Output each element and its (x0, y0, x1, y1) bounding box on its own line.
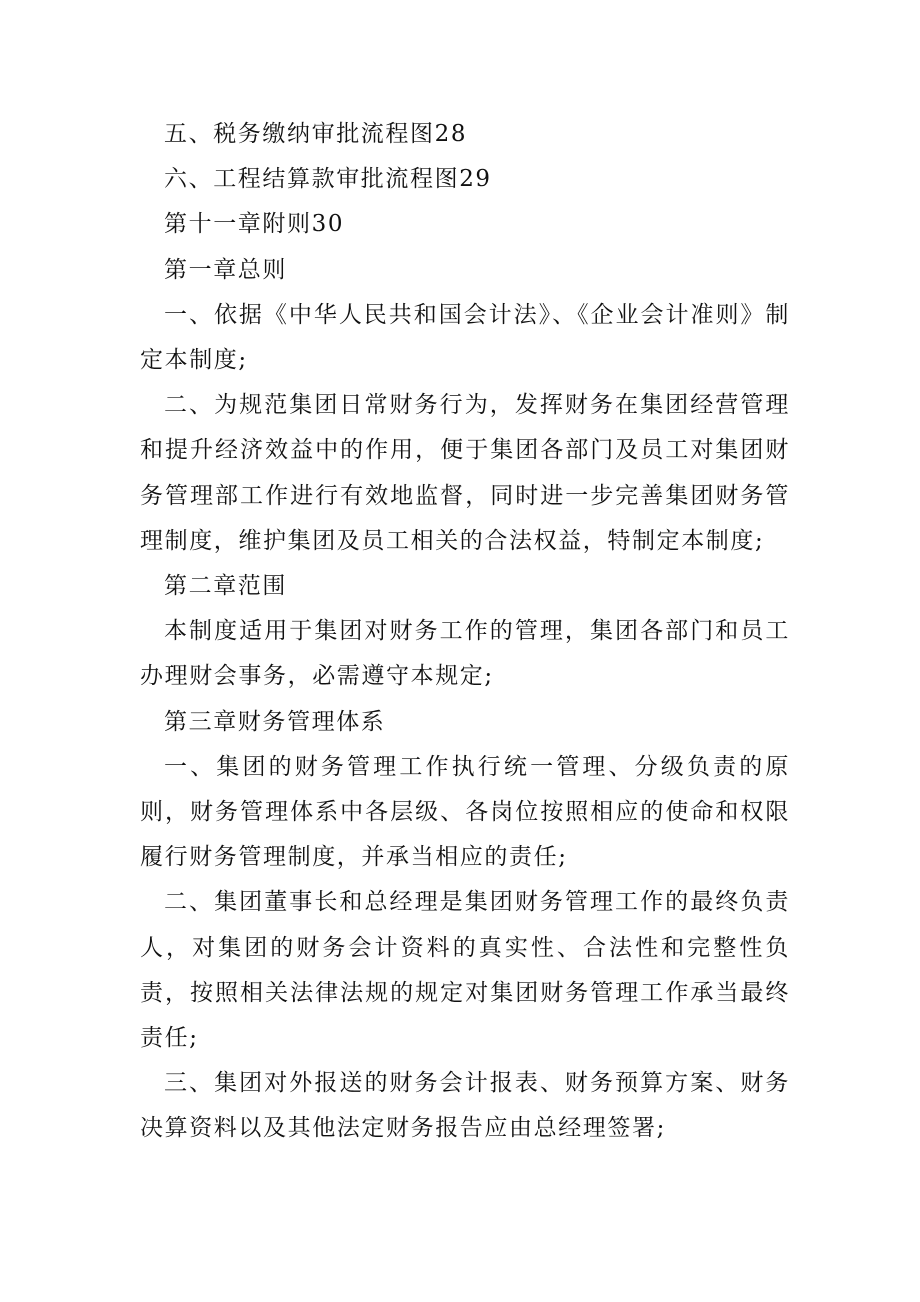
paragraph-report-signing: 三、集团对外报送的财务会计报表、财务预算方案、财务决算资料以及其他法定财务报告应由总经理签署; (140, 1070, 790, 1142)
paragraph-responsible-persons: 二、集团董事长和总经理是集团财务管理工作的最终负责人，对集团的财务会计资料的真实性、合法性和完整性负责，按照相关法律法规的规定对集团财务管理工作承当最终责任; (140, 889, 790, 1052)
chapter-heading-scope: 第二章范围 (164, 573, 287, 600)
paragraph-scope: 本制度适用于集团对财务工作的管理，集团各部门和员工办理财会事务，必需遵守本规定; (140, 618, 790, 690)
chapter-heading-management-system: 第三章财务管理体系 (164, 708, 386, 735)
document-body (140, 112, 790, 1152)
paragraph-purpose: 二、为规范集团日常财务行为，发挥财务在集团经营管理和提升经济效益中的作用，便于集团各部门及员工对集团财务管理部工作进行有效地监督，同时进一步完善集团财务管理制度，维护集团及员工相关的合法权益，特制定本制度; (140, 392, 790, 554)
paragraph-management-principle: 一、集团的财务管理工作执行统一管理、分级负责的原则，财务管理体系中各层级、各岗位按照相应的使命和权限履行财务管理制度，并承当相应的责任; (140, 753, 790, 871)
chapter-heading-general-provisions: 第一章总则 (164, 256, 287, 283)
paragraph-basis: 一、依据《中华人民共和国会计法》、《企业会计准则》制定本制度; (140, 301, 790, 374)
toc-item-chapter-eleven: 第十一章附则30 (164, 211, 345, 238)
toc-item-settlement-flowchart: 六、工程结算款审批流程图29 (164, 166, 492, 193)
toc-item-tax-payment-flowchart: 五、税务缴纳审批流程图28 (164, 121, 468, 147)
